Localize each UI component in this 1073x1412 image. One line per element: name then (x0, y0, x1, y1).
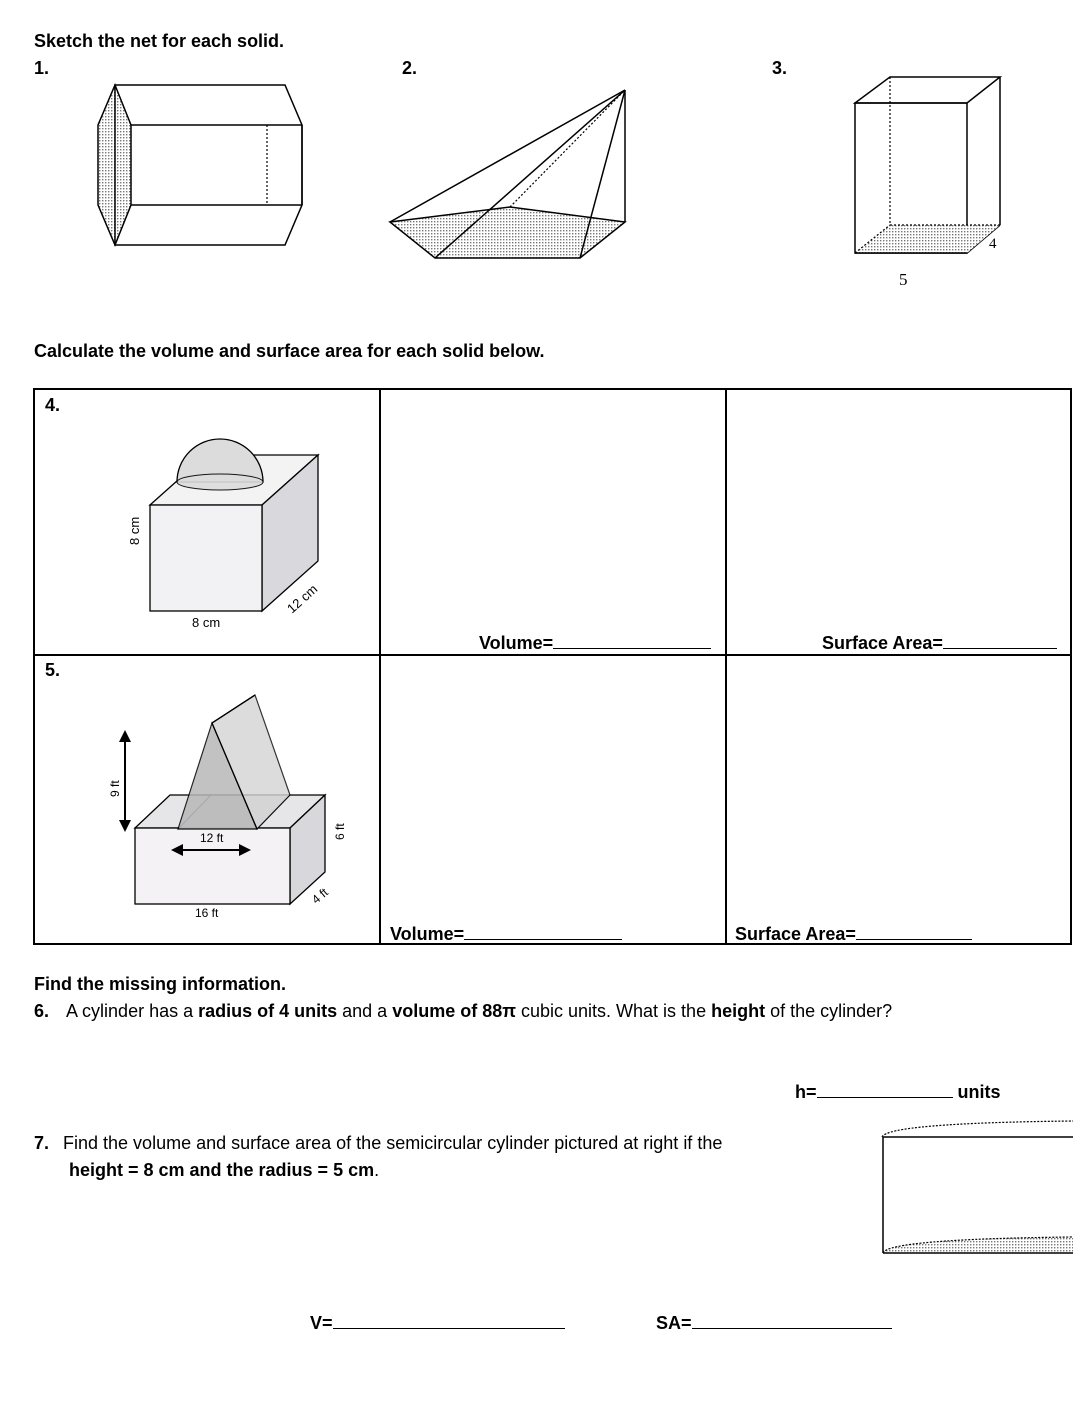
q6-text-1: A cylinder has a (66, 1001, 199, 1021)
q6-text-2: and a (337, 1001, 393, 1021)
q6-answer-label: h= (795, 1082, 817, 1102)
section1-heading: Sketch the net for each solid. (34, 31, 285, 51)
row4-surface (822, 631, 1057, 654)
item3-number: 3. (772, 58, 788, 78)
prism-depth-label: 4 (989, 236, 997, 252)
row5-surface (735, 922, 972, 945)
row4-surface-label: Surface Area= (822, 633, 943, 653)
cube-width-label: 8 cm (192, 615, 221, 630)
q7-surface-label: SA= (656, 1313, 692, 1333)
row4-volume-label: Volume= (479, 633, 554, 653)
semicircular-cylinder-figure (880, 1115, 1073, 1265)
cube-depth-label: 12 cm (284, 581, 321, 617)
q7-volume (310, 1311, 565, 1334)
question6 (34, 1001, 892, 1022)
rectangular-prism-figure (850, 75, 1010, 265)
q6-answer (795, 1080, 1001, 1103)
prism-pyramid-figure (105, 690, 345, 910)
q6-units: units (957, 1082, 1001, 1102)
pyramid-figure (380, 80, 640, 270)
q7-surface-blank[interactable] (692, 1311, 892, 1329)
hexagonal-prism-figure (90, 80, 320, 250)
pyramid-base-label: 12 ft (200, 831, 224, 845)
row5-volume-blank[interactable] (464, 922, 622, 940)
q6-bold-radius: radius of 4 units (198, 1001, 338, 1021)
row4-volume-blank[interactable] (553, 631, 711, 649)
row4-volume (479, 631, 711, 654)
q6-number: 6. (34, 1001, 50, 1021)
row5-surface-label: Surface Area= (735, 924, 856, 944)
prism-length-label: 16 ft (195, 906, 219, 920)
row5-volume (390, 922, 622, 945)
row4-surface-blank[interactable] (943, 631, 1057, 649)
item1-number: 1. (34, 58, 50, 78)
q6-text-4: of the cylinder? (765, 1001, 893, 1021)
section3-heading: Find the missing information. (34, 974, 286, 994)
prism-height-label: 6 ft (333, 823, 347, 840)
q7-line2-bold: height = 8 cm and the radius = 5 cm (69, 1160, 375, 1180)
row4-number: 4. (45, 395, 61, 415)
prism-width-label: 5 (899, 270, 908, 289)
item2-number: 2. (402, 58, 418, 78)
q7-surface (656, 1311, 892, 1334)
q7-volume-label: V= (310, 1313, 333, 1333)
q7-line2-end: . (374, 1160, 380, 1180)
q6-bold-height: height (711, 1001, 766, 1021)
prism-depth-label-5: 4 ft (309, 885, 331, 907)
cube-height-label: 8 cm (127, 516, 142, 545)
row5-surface-blank[interactable] (856, 922, 972, 940)
row5-volume-label: Volume= (390, 924, 465, 944)
q6-answer-blank[interactable] (817, 1080, 953, 1098)
question7 (34, 1130, 804, 1184)
section2-heading: Calculate the volume and surface area for each solid below. (34, 341, 545, 361)
pyramid-height-label: 9 ft (108, 780, 122, 797)
q7-volume-blank[interactable] (333, 1311, 565, 1329)
q6-bold-volume: volume of 88π (392, 1001, 516, 1021)
q7-number: 7. (34, 1133, 50, 1153)
row5-number: 5. (45, 660, 61, 680)
q7-line1: Find the volume and surface area of the semicircular cylinder pictured at right if the (63, 1133, 723, 1153)
q6-text-3: cubic units. What is the (516, 1001, 712, 1021)
